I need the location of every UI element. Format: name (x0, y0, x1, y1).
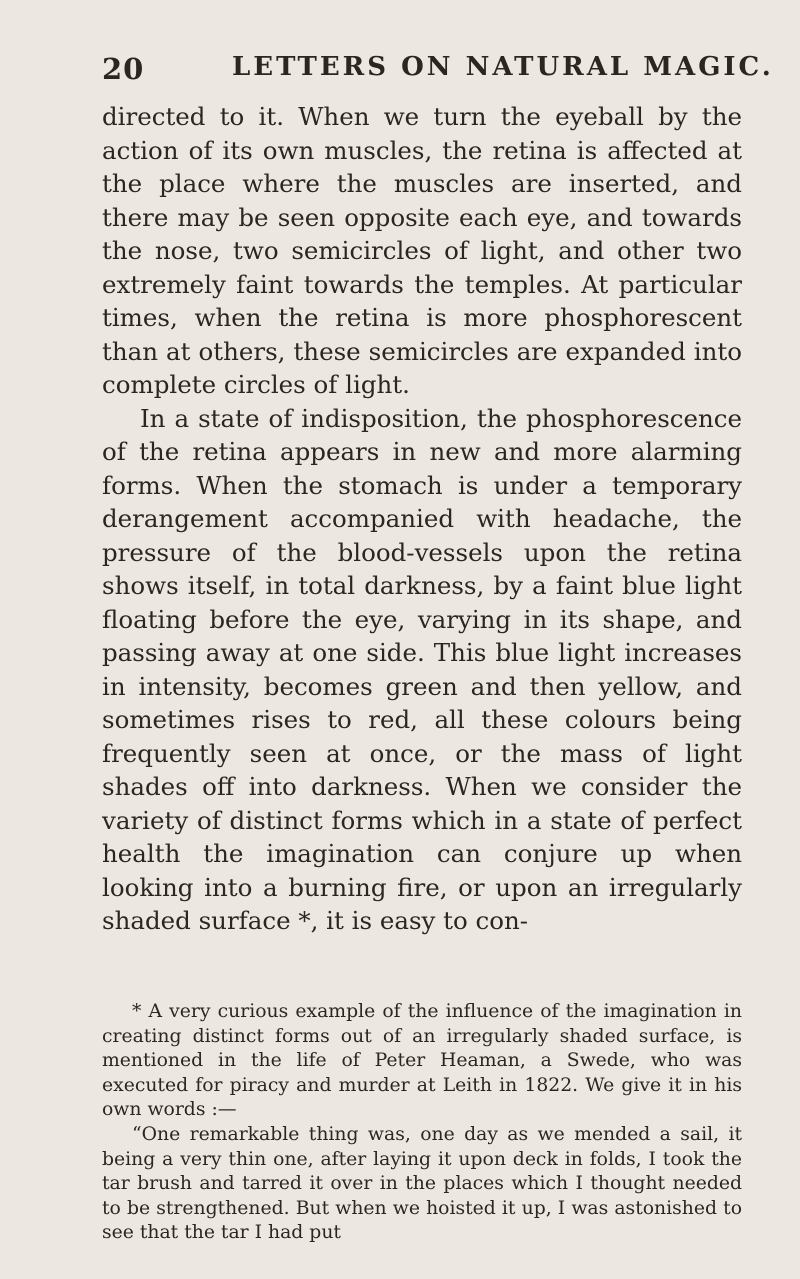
page-number: 20 (102, 52, 145, 86)
page-header (0, 52, 800, 92)
body-paragraph: directed to it. When we turn the eyeball by the action of its own muscles, the retina is affected at the place where the muscles are inserted, and there may be seen opposite each eye, and towards the nose, two semicircles of light, and other two extremely faint towards the temples. At particular times, when the retina is more phosphorescent than at others, these semicircles are expanded into complete circles of light. (102, 102, 742, 399)
body-text (102, 100, 742, 938)
body-paragraph: In a state of indisposition, the phosphorescence of the retina appears in new and more alarming forms. When the stomach is under a temporary derangement accompanied with headache, the pressure of the blood-vessels upon the retina shows itself, in total darkness, by a faint blue light floating before the eye, varying in its shape, and passing away at one side. This blue light increases in intensity, becomes green and then yellow, and sometimes rises to red, all these colours being frequently seen at once, or the mass of light shades off into darkness. When we consider the variety of distinct forms which in a state of perfect health the imagination can conjure up when looking into a burning fire, or upon an irregularly shaded surface *, it is easy to con- (102, 403, 742, 935)
footnote (102, 1000, 742, 1246)
footnote-paragraph: * A very curious example of the influence of the imagination in creating distinct forms out of an irregularly shaded surface, is mentioned in the life of Peter Heaman, a Swede, who was executed for piracy and murder at Leith in 1822. We give it in his own words :— (102, 1001, 742, 1121)
footnote-paragraph: “One remarkable thing was, one day as we mended a sail, it being a very thin one, after laying it upon deck in folds, I took the tar brush and tarred it over in the places which I thought needed to be strengthened. But when we hoisted it up, I was astonished to see that the tar I had put (102, 1123, 742, 1244)
running-head: LETTERS ON NATURAL MAGIC. (232, 52, 774, 82)
